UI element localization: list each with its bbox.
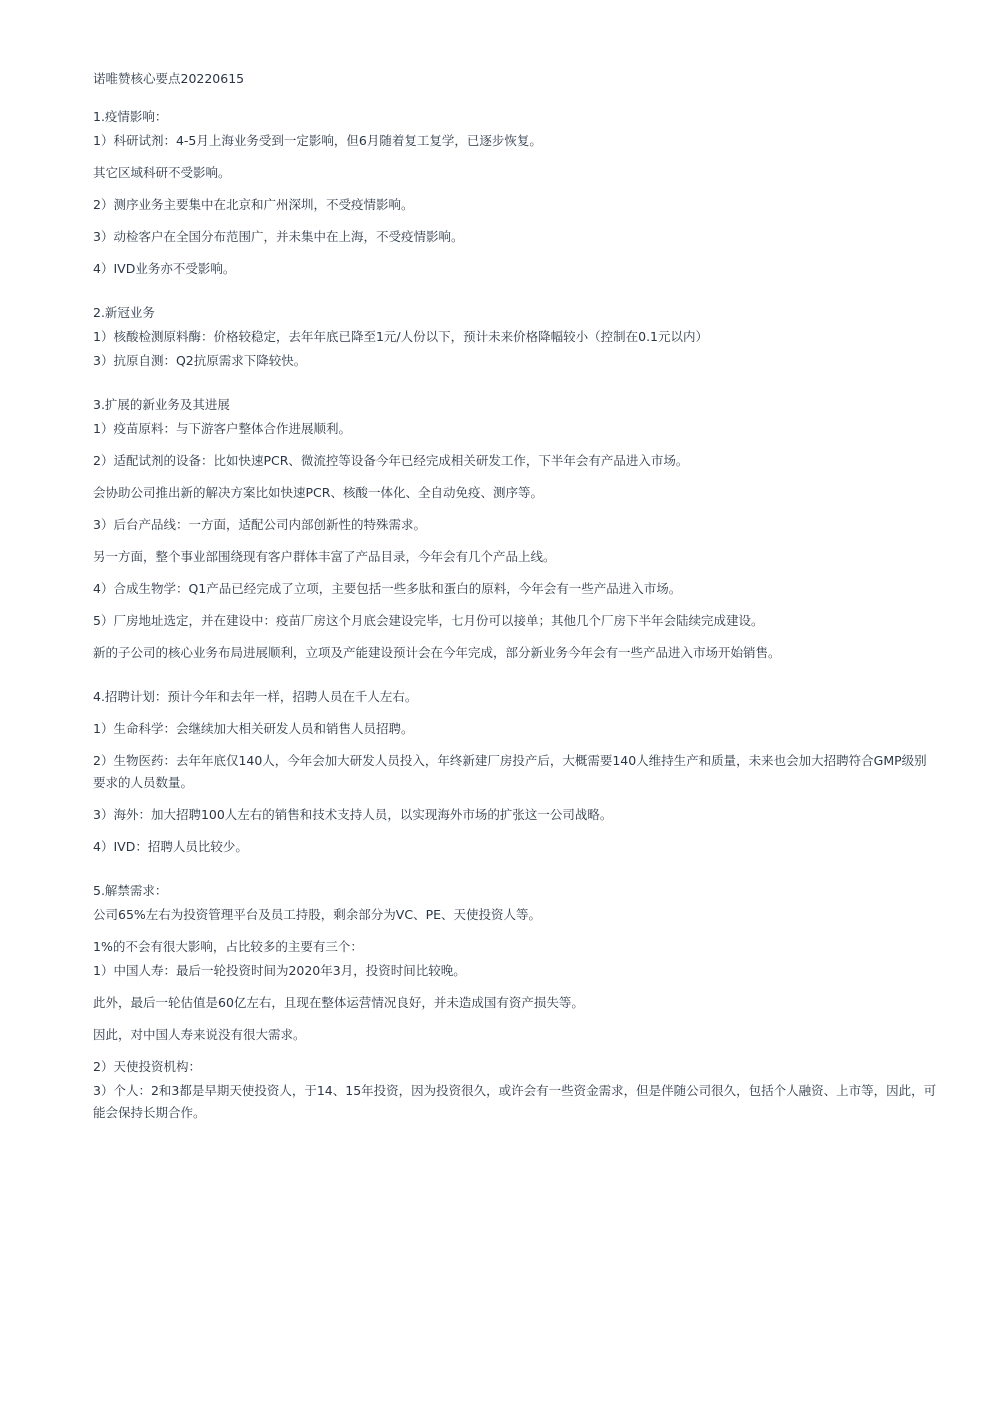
paragraph: 其它区域科研不受影响。 [93, 165, 231, 180]
paragraph: 3）后台产品线：一方面，适配公司内部创新性的特殊需求。 [93, 517, 426, 532]
paragraph: 3）动检客户在全国分布范围广，并未集中在上海，不受疫情影响。 [93, 229, 464, 244]
paragraph: 1）疫苗原料：与下游客户整体合作进展顺利。 [93, 421, 351, 436]
section-covid-business [93, 302, 939, 372]
paragraph: 此外，最后一轮估值是60亿左右，且现在整体运营情况良好，并未造成国有资产损失等。 [93, 995, 584, 1010]
paragraph: 1）科研试剂：4-5月上海业务受到一定影响，但6月随着复工复学，已逐步恢复。 [93, 133, 542, 148]
paragraph: 2）天使投资机构： [93, 1059, 201, 1074]
section-hiring-plan [93, 686, 939, 858]
paragraph: 4）IVD：招聘人员比较少。 [93, 839, 248, 854]
paragraph: 4）IVD业务亦不受影响。 [93, 261, 236, 276]
paragraph: 1）核酸检测原料酶：价格较稳定，去年年底已降至1元/人份以下，预计未来价格降幅较小（控制在0.1元以内） [93, 329, 708, 344]
paragraph: 公司65%左右为投资管理平台及员工持股，剩余部分为VC、PE、天使投资人等。 [93, 907, 541, 922]
section-heading: 5.解禁需求： [93, 883, 168, 898]
section-heading: 4.招聘计划：预计今年和去年一样，招聘人员在千人左右。 [93, 689, 418, 704]
paragraph: 4）合成生物学：Q1产品已经完成了立项，主要包括一些多肽和蛋白的原料，今年会有一些产品进入市场。 [93, 581, 682, 596]
paragraph: 会协助公司推出新的解决方案比如快速PCR、核酸一体化、全自动免疫、测序等。 [93, 485, 543, 500]
paragraph: 3）抗原自测：Q2抗原需求下降较快。 [93, 353, 307, 368]
document-title: 诺唯赞核心要点20220615 [93, 71, 245, 86]
section-epidemic-impact [93, 106, 939, 280]
paragraph: 3）个人：2和3都是早期天使投资人，于14、15年投资，因为投资很久，或许会有一些资金需求，但是伴随公司很久，包括个人融资、上市等，因此，可能会保持长期合作。 [93, 1083, 937, 1120]
paragraph: 2）适配试剂的设备：比如快速PCR、微流控等设备今年已经完成相关研发工作，下半年会有产品进入市场。 [93, 453, 689, 468]
paragraph: 5）厂房地址选定，并在建设中：疫苗厂房这个月底会建设完毕，七月份可以接单；其他几个厂房下半年会陆续完成建设。 [93, 613, 764, 628]
paragraph: 1）生命科学：会继续加大相关研发人员和销售人员招聘。 [93, 721, 414, 736]
paragraph: 1%的不会有很大影响，占比较多的主要有三个： [93, 939, 363, 954]
paragraph: 2）测序业务主要集中在北京和广州深圳，不受疫情影响。 [93, 197, 414, 212]
document-page [93, 68, 939, 1134]
section-new-business [93, 394, 939, 664]
section-lockup-expiry [93, 880, 939, 1124]
paragraph: 2）生物医药：去年年底仅140人，今年会加大研发人员投入，年终新建厂房投产后，大概需要140人维持生产和质量，未来也会加大招聘符合GMP级别要求的人员数量。 [93, 753, 927, 790]
paragraph: 另一方面，整个事业部围绕现有客户群体丰富了产品目录，今年会有几个产品上线。 [93, 549, 556, 564]
section-heading: 3.扩展的新业务及其进展 [93, 397, 230, 412]
paragraph: 1）中国人寿：最后一轮投资时间为2020年3月，投资时间比较晚。 [93, 963, 466, 978]
paragraph: 因此，对中国人寿来说没有很大需求。 [93, 1027, 306, 1042]
section-heading: 2.新冠业务 [93, 305, 155, 320]
paragraph: 3）海外：加大招聘100人左右的销售和技术支持人员，以实现海外市场的扩张这一公司战略。 [93, 807, 613, 822]
section-heading: 1.疫情影响： [93, 109, 168, 124]
paragraph: 新的子公司的核心业务布局进展顺利，立项及产能建设预计会在今年完成，部分新业务今年会有一些产品进入市场开始销售。 [93, 645, 781, 660]
